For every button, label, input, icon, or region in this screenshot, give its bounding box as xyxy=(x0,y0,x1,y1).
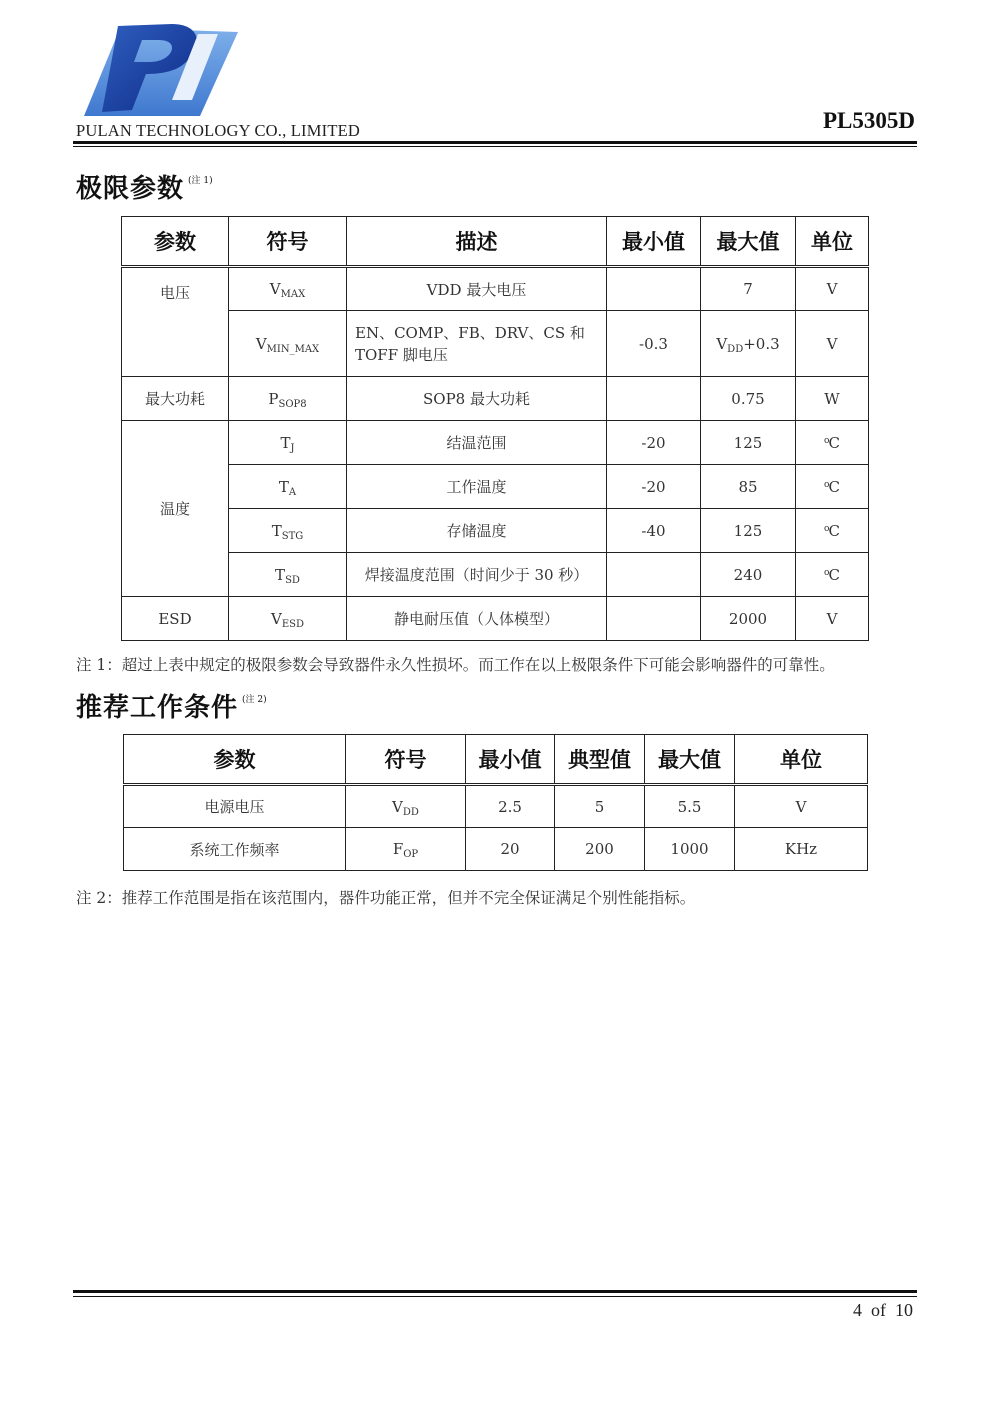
unit-cell: V xyxy=(735,785,868,828)
table-row xyxy=(124,785,868,828)
table-row xyxy=(122,311,869,377)
table-row xyxy=(122,509,869,553)
company-logo xyxy=(80,20,242,118)
param-cell: 电源电压 xyxy=(124,785,346,828)
col-header: 符号 xyxy=(229,217,347,267)
symbol-cell: $T_A$ xyxy=(229,465,347,509)
min-cell xyxy=(607,377,701,421)
table-row xyxy=(122,377,869,421)
desc-cell: VDD 最大电压 xyxy=(347,267,607,311)
symbol-cell: $V_{ESD}$ xyxy=(229,597,347,641)
unit-cell: V xyxy=(796,597,869,641)
min-cell xyxy=(607,267,701,311)
min-cell xyxy=(607,553,701,597)
min-cell: 20 xyxy=(466,828,555,871)
min-cell: 2.5 xyxy=(466,785,555,828)
col-header: 典型值 xyxy=(555,735,645,785)
unit-cell: $^o$C xyxy=(796,421,869,465)
desc-cell: EN、COMP、FB、DRV、CS 和 TOFF 脚电压 xyxy=(347,311,607,377)
param-cell: 最大功耗 xyxy=(122,377,229,421)
unit-cell: KHz xyxy=(735,828,868,871)
absolute-max-table xyxy=(121,216,869,641)
unit-cell: $^o$C xyxy=(796,553,869,597)
desc-cell: 结温范围 xyxy=(347,421,607,465)
desc-cell: SOP8 最大功耗 xyxy=(347,377,607,421)
page-number: 4 of 10 xyxy=(853,1300,913,1320)
section-title-absolute-max: 极限参数 $^{(注 1)}$ xyxy=(76,174,213,204)
desc-cell: 焊接温度范围（时间少于 30 秒） xyxy=(347,553,607,597)
symbol-cell: $F_{OP}$ xyxy=(346,828,466,871)
param-cell: 温度 xyxy=(122,421,229,597)
col-header: 参数 xyxy=(124,735,346,785)
desc-cell: 存储温度 xyxy=(347,509,607,553)
symbol-cell: $T_{STG}$ xyxy=(229,509,347,553)
param-cell: ESD xyxy=(122,597,229,641)
table-row xyxy=(122,421,869,465)
header-rule-thin xyxy=(73,146,917,147)
table-row xyxy=(122,465,869,509)
symbol-cell: $V_{DD}$ xyxy=(346,785,466,828)
col-header: 最小值 xyxy=(607,217,701,267)
desc-cell: 静电耐压值（人体模型） xyxy=(347,597,607,641)
table-header-row xyxy=(124,735,868,785)
col-header: 符号 xyxy=(346,735,466,785)
footnote-2: 注 2：推荐工作范围是指在该范围内，器件功能正常，但并不完全保证满足个别性能指标。 xyxy=(76,889,696,907)
typ-cell: 5 xyxy=(555,785,645,828)
col-header: 单位 xyxy=(735,735,868,785)
col-header: 参数 xyxy=(122,217,229,267)
table-header-row xyxy=(122,217,869,267)
max-cell: 0.75 xyxy=(701,377,796,421)
unit-cell: $^o$C xyxy=(796,465,869,509)
table-row xyxy=(122,553,869,597)
param-cell: 系统工作频率 xyxy=(124,828,346,871)
max-cell: 125 xyxy=(701,509,796,553)
col-header: 最大值 xyxy=(701,217,796,267)
max-cell: 240 xyxy=(701,553,796,597)
section-title-recommended: 推荐工作条件 $^{(注 2)}$ xyxy=(76,693,267,723)
table-row xyxy=(122,597,869,641)
unit-cell: V xyxy=(796,311,869,377)
table-row xyxy=(122,267,869,311)
max-cell: 85 xyxy=(701,465,796,509)
part-number: PL5305D xyxy=(823,108,915,133)
footnote-1: 注 1：超过上表中规定的极限参数会导致器件永久性损坏。而工作在以上极限条件下可能会影响器件的可靠性。 xyxy=(76,656,835,674)
col-header: 描述 xyxy=(347,217,607,267)
table-row xyxy=(124,828,868,871)
footer-rule-thick xyxy=(73,1290,917,1293)
min-cell: -20 xyxy=(607,465,701,509)
max-cell: 5.5 xyxy=(645,785,735,828)
col-header: 单位 xyxy=(796,217,869,267)
max-cell: 2000 xyxy=(701,597,796,641)
max-cell: 7 xyxy=(701,267,796,311)
unit-cell: V xyxy=(796,267,869,311)
param-cell: 电压 xyxy=(122,267,229,377)
symbol-cell: $V_{MIN\_MAX}$ xyxy=(229,311,347,377)
max-cell: 125 xyxy=(701,421,796,465)
max-cell: $V_{DD}+0.3$ xyxy=(701,311,796,377)
symbol-cell: $V_{MAX}$ xyxy=(229,267,347,311)
symbol-cell: $P_{SOP8}$ xyxy=(229,377,347,421)
max-cell: 1000 xyxy=(645,828,735,871)
min-cell xyxy=(607,597,701,641)
symbol-cell: $T_J$ xyxy=(229,421,347,465)
symbol-cell: $T_{SD}$ xyxy=(229,553,347,597)
unit-cell: W xyxy=(796,377,869,421)
min-cell: -0.3 xyxy=(607,311,701,377)
col-header: 最大值 xyxy=(645,735,735,785)
col-header: 最小值 xyxy=(466,735,555,785)
footer-rule-thin xyxy=(73,1296,917,1297)
header-rule-thick xyxy=(73,141,917,144)
recommended-conditions-table xyxy=(123,734,868,871)
typ-cell: 200 xyxy=(555,828,645,871)
unit-cell: $^o$C xyxy=(796,509,869,553)
company-name: PULAN TECHNOLOGY CO., LIMITED xyxy=(76,121,360,140)
min-cell: -20 xyxy=(607,421,701,465)
min-cell: -40 xyxy=(607,509,701,553)
desc-cell: 工作温度 xyxy=(347,465,607,509)
